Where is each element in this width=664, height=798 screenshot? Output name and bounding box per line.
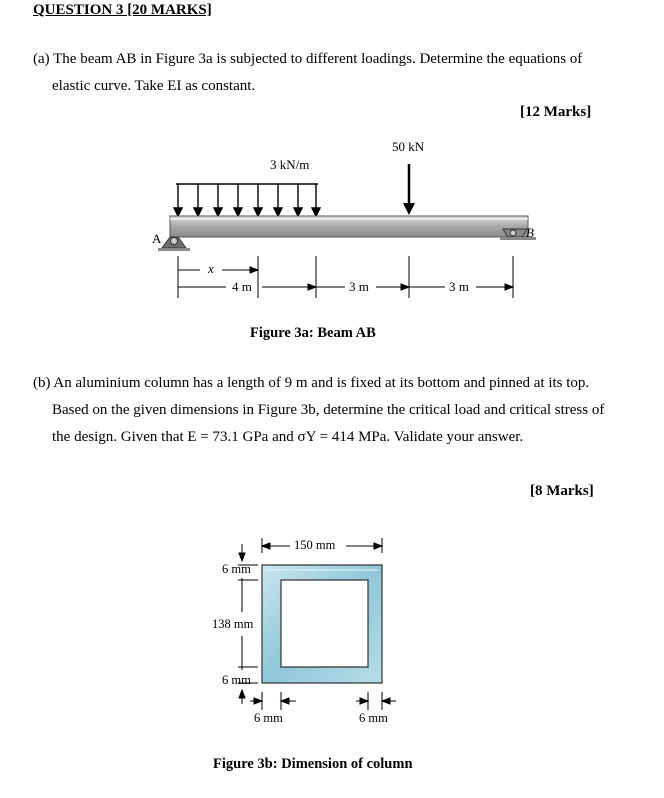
- right-wall-label: 6 mm: [359, 711, 388, 725]
- top-thickness-label: 6 mm: [222, 562, 251, 576]
- width-150mm-label: 150 mm: [294, 538, 336, 552]
- part-a-marks: [12 Marks]: [520, 104, 592, 120]
- dim-3m-label-2: 3 m: [449, 279, 469, 294]
- bottom-thickness-label: 6 mm: [222, 673, 251, 687]
- part-b-line3: the design. Given that E = 73.1 GPa and σY = 414 MPa. Validate your answer.: [52, 429, 524, 445]
- part-a-line2: elastic curve. Take EI as constant.: [52, 78, 256, 94]
- part-b-line2: Based on the given dimensions in Figure 3b, determine the critical load and critical stress of: [52, 402, 605, 418]
- support-a-pin: [158, 237, 190, 251]
- part-b-marks: [8 Marks]: [530, 483, 594, 499]
- support-b-label: B: [526, 225, 534, 240]
- figure-3a-caption: Figure 3a: Beam AB: [250, 325, 376, 341]
- part-b-line1: (b) An aluminium column has a length of 9 m and is fixed at its bottom and pinned at its top.: [33, 375, 590, 391]
- question-heading: QUESTION 3 [20 MARKS]: [33, 2, 212, 18]
- distributed-load-label: 3 kN/m: [270, 157, 310, 172]
- support-a-label: A: [152, 231, 162, 246]
- point-load-arrow: [403, 164, 415, 215]
- distributed-load: [174, 184, 320, 216]
- left-wall-label: 6 mm: [254, 711, 283, 725]
- column-cross-section: [262, 565, 382, 683]
- x-label: x: [208, 261, 214, 276]
- figure-3b-caption: Figure 3b: Dimension of column: [213, 756, 413, 772]
- point-load-label: 50 kN: [392, 139, 425, 154]
- dim-4m-label: 4 m: [232, 279, 252, 294]
- dim-3m-label-1: 3 m: [349, 279, 369, 294]
- height-138mm-label: 138 mm: [212, 617, 254, 631]
- part-a-line1: (a) The beam AB in Figure 3a is subjected to different loadings. Determine the equations of: [33, 51, 583, 67]
